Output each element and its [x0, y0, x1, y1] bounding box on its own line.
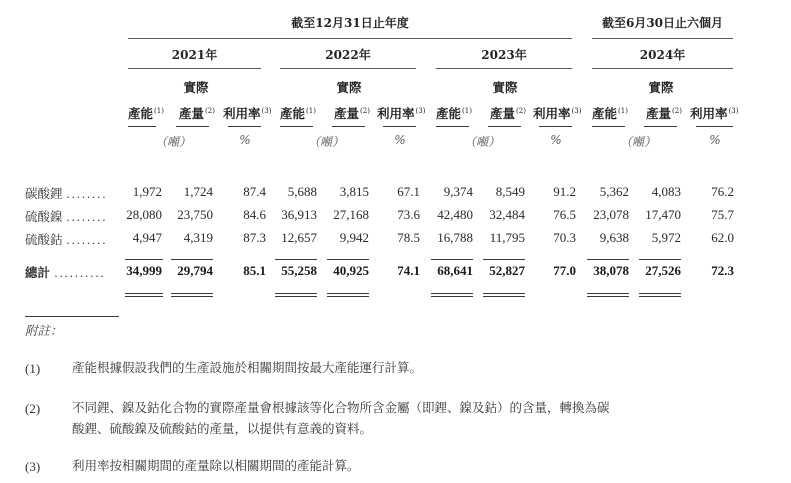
- capacity-label: 產能: [436, 106, 462, 121]
- unit-percent-2023: %: [550, 133, 562, 147]
- row-label-text: 碳酸鋰: [25, 186, 63, 201]
- total-double-rule: [587, 293, 629, 297]
- footnote-ref-2: (2): [360, 107, 370, 115]
- notes-separator: [25, 316, 119, 317]
- output-header-2024: [643, 104, 685, 122]
- leader-dots: ........: [66, 187, 108, 201]
- utilization-rule-2022: [383, 126, 416, 127]
- unit-tonnes-2024: （噸）: [619, 135, 656, 149]
- footnote-ref-1: (1): [306, 107, 316, 115]
- year-header-2021: 2021年: [171, 48, 218, 62]
- table-cell: 3,815: [339, 184, 369, 199]
- actual-label-2021: 實際: [183, 80, 209, 95]
- capacity-label: 產能: [128, 106, 154, 121]
- table-cell-total: 40,925: [333, 263, 369, 278]
- leader-dots: ........: [66, 210, 108, 224]
- total-double-rule: [275, 293, 317, 297]
- subtotal-rule: [587, 259, 629, 260]
- unit-tonnes-2022: （噸）: [307, 135, 344, 149]
- utilization-header-2021: [223, 104, 272, 122]
- footnote-ref-1: (1): [462, 107, 472, 115]
- interim-period-rule: [592, 38, 733, 39]
- total-double-rule: [431, 293, 473, 297]
- year-rule-2021: [128, 68, 261, 69]
- table-cell: 67.1: [397, 184, 420, 199]
- table-cell: 91.2: [553, 184, 576, 199]
- table-cell: 8,549: [495, 184, 525, 199]
- total-double-rule: [125, 293, 163, 297]
- note-text-3: 利用率按相關期間的產量除以相關期間的產能計算。: [72, 458, 360, 473]
- table-cell: 16,788: [437, 230, 473, 245]
- leader-dots: ..........: [54, 266, 106, 280]
- utilization-header-2023: [533, 104, 582, 122]
- note-text-2-line2: 酸鋰、硫酸鎳及硫酸鈷的產量，以提供有意義的資料。: [72, 421, 373, 436]
- capacity-header-2022: [280, 104, 316, 122]
- footnote-ref-2: (2): [205, 107, 215, 115]
- year-header-2022: 2022年: [325, 48, 371, 62]
- table-cell: 75.7: [711, 207, 734, 222]
- footnote-ref-1: (1): [618, 107, 628, 115]
- unit-tonnes-2023: （噸）: [463, 135, 500, 149]
- unit-percent-2024: %: [709, 133, 721, 147]
- table-cell: 4,947: [132, 230, 162, 245]
- notes-title: 附註：: [25, 323, 63, 338]
- table-cell: 1,724: [183, 184, 213, 199]
- subtotal-rule: [275, 259, 317, 260]
- output-label: 產量: [646, 106, 672, 121]
- output-label: 產量: [179, 106, 205, 121]
- output-header-2022: [331, 104, 373, 122]
- capacity-label: 產能: [592, 106, 618, 121]
- utilization-rule-2023: [539, 126, 572, 127]
- note-marker-1: (1): [25, 361, 41, 376]
- capacity-rule-2023: [436, 126, 469, 127]
- output-header-2023: [487, 104, 529, 122]
- table-cell: 5,972: [651, 230, 681, 245]
- year-header-2023: 2023年: [481, 48, 527, 62]
- table-cell-total: 85.1: [243, 263, 266, 278]
- table-cell: 5,688: [287, 184, 317, 199]
- row-label-text: 硫酸鈷: [25, 232, 63, 247]
- subtotal-rule: [327, 259, 369, 260]
- table-cell: 78.5: [397, 230, 420, 245]
- subtotal-rule: [125, 259, 163, 260]
- utilization-header-2022: [377, 104, 426, 122]
- capacity-rule-2022: [280, 126, 313, 127]
- table-cell: 5,362: [599, 184, 629, 199]
- year-header-2024: 2024年: [639, 48, 686, 62]
- row-label-text: 總計: [25, 265, 51, 280]
- table-cell: 23,078: [593, 207, 629, 222]
- total-double-rule: [171, 293, 213, 297]
- capacity-header-2023: [436, 104, 472, 122]
- table-cell-total: 77.0: [553, 263, 576, 278]
- row-label-cobalt-sulfate: [25, 230, 108, 248]
- output-rule-2023: [488, 126, 521, 127]
- row-label-total: [25, 263, 106, 281]
- annual-period-header: 截至12月31日止年度: [291, 16, 409, 30]
- total-double-rule: [327, 293, 369, 297]
- utilization-label: 利用率: [223, 106, 261, 121]
- unit-percent-2021: %: [239, 133, 251, 147]
- table-cell: 70.3: [553, 230, 576, 245]
- subtotal-rule: [431, 259, 473, 260]
- actual-label-2022: 實際: [336, 80, 362, 95]
- footnote-ref-2: (2): [672, 107, 682, 115]
- table-cell-total: 68,641: [437, 263, 473, 278]
- table-cell-total: 52,827: [489, 263, 525, 278]
- utilization-rule-2024: [696, 126, 733, 127]
- table-cell: 9,638: [599, 230, 629, 245]
- footnote-ref-3: (3): [571, 107, 582, 115]
- utilization-rule-2021: [228, 126, 261, 127]
- actual-label-2023: 實際: [492, 80, 518, 95]
- utilization-header-2024: [690, 104, 739, 122]
- table-cell: 1,972: [132, 184, 162, 199]
- interim-period-header: 截至6月30日止六個月: [601, 16, 724, 30]
- subtotal-rule: [639, 259, 681, 260]
- capacity-header-2024: [592, 104, 628, 122]
- row-label-text: 硫酸鎳: [25, 209, 63, 224]
- table-cell: 4,083: [651, 184, 681, 199]
- year-rule-2022: [280, 68, 416, 69]
- table-cell-total: 74.1: [397, 263, 420, 278]
- table-cell: 32,484: [489, 207, 525, 222]
- subtotal-rule: [171, 259, 213, 260]
- capacity-rule-2021: [128, 126, 156, 127]
- row-label-lithium-carbonate: [25, 184, 108, 202]
- note-marker-3: (3): [25, 459, 41, 474]
- output-rule-2024: [644, 126, 677, 127]
- actual-label-2024: 實際: [648, 80, 674, 95]
- table-cell-total: 27,526: [645, 263, 681, 278]
- table-cell: 27,168: [333, 207, 369, 222]
- note-marker-2: (2): [25, 401, 41, 416]
- table-cell: 76.2: [711, 184, 734, 199]
- table-cell: 11,795: [489, 230, 525, 245]
- total-double-rule: [483, 293, 525, 297]
- unit-percent-2022: %: [394, 133, 406, 147]
- row-label-nickel-sulfate: [25, 207, 108, 225]
- output-label: 產量: [490, 106, 516, 121]
- table-cell: 4,319: [183, 230, 213, 245]
- capacity-header-2021: [128, 104, 164, 122]
- table-cell-total: 38,078: [593, 263, 629, 278]
- note-text-2-line1: 不同鋰、鎳及鈷化合物的實際產量會根據該等化合物所含金屬（即鋰、鎳及鈷）的含量，轉換為碳: [72, 400, 610, 415]
- output-label: 產量: [334, 106, 360, 121]
- output-rule-2021: [176, 126, 209, 127]
- table-cell: 28,080: [126, 207, 162, 222]
- utilization-label: 利用率: [690, 106, 728, 121]
- unit-tonnes-2021: （噸）: [154, 135, 191, 149]
- footnote-ref-2: (2): [516, 107, 526, 115]
- table-cell-total: 29,794: [177, 263, 213, 278]
- table-cell-total: 34,999: [126, 263, 162, 278]
- table-cell: 36,913: [281, 207, 317, 222]
- table-cell: 12,657: [281, 230, 317, 245]
- table-cell: 42,480: [437, 207, 473, 222]
- capacity-rule-2024: [592, 126, 625, 127]
- table-cell: 87.3: [243, 230, 266, 245]
- table-cell-total: 55,258: [281, 263, 317, 278]
- table-cell: 23,750: [177, 207, 213, 222]
- footnote-ref-1: (1): [154, 107, 164, 115]
- table-cell-total: 72.3: [711, 263, 734, 278]
- subtotal-rule: [483, 259, 525, 260]
- note-text-1: 產能根據假設我們的生產設施於相關期間按最大產能運行計算。: [72, 360, 423, 375]
- table-cell: 17,470: [645, 207, 681, 222]
- table-cell: 9,942: [339, 230, 369, 245]
- table-cell: 76.5: [553, 207, 576, 222]
- table-cell: 9,374: [443, 184, 473, 199]
- total-double-rule: [639, 293, 681, 297]
- annual-period-rule: [128, 38, 572, 39]
- table-cell: 73.6: [397, 207, 420, 222]
- year-rule-2023: [436, 68, 572, 69]
- leader-dots: ........: [66, 233, 108, 247]
- utilization-label: 利用率: [533, 106, 571, 121]
- footnote-ref-3: (3): [415, 107, 426, 115]
- table-cell: 87.4: [243, 184, 266, 199]
- table-cell: 62.0: [711, 230, 734, 245]
- footnote-ref-3: (3): [261, 107, 272, 115]
- utilization-label: 利用率: [377, 106, 415, 121]
- output-header-2021: [176, 104, 218, 122]
- year-rule-2024: [592, 68, 733, 69]
- footnote-ref-3: (3): [728, 107, 739, 115]
- table-cell: 84.6: [243, 207, 266, 222]
- output-rule-2022: [332, 126, 365, 127]
- capacity-label: 產能: [280, 106, 306, 121]
